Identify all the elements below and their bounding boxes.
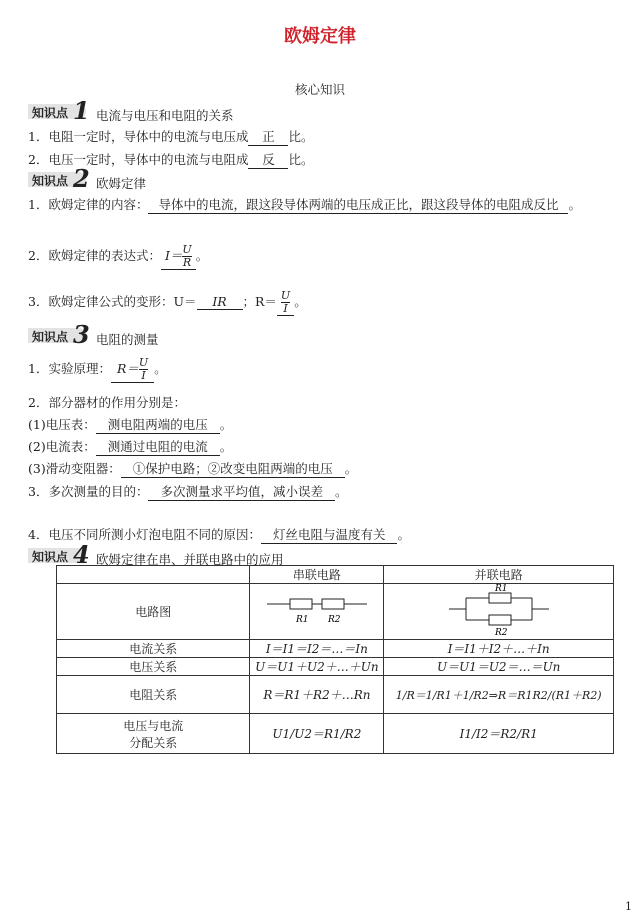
resistor-label: R1 xyxy=(494,584,508,594)
s3-line3: (1)电压表： 测电阻两端的电压 。 xyxy=(28,417,233,432)
s3-line5: (3)滑动变阻器： ①保护电路；②改变电阻两端的电压 。 xyxy=(28,461,358,476)
s3-line6: 3．多次测量的目的： 多次测量求平均值，减小误差 。 xyxy=(28,484,348,499)
answer-blank: 测电阻两端的电压 xyxy=(96,415,220,434)
parallel-circuit-diagram xyxy=(384,584,614,640)
circuit-comparison-table xyxy=(56,565,614,754)
answer-blank: 多次测量求平均值，减小误差 xyxy=(148,482,335,501)
page-subtitle: 核心知识 xyxy=(294,82,345,97)
section-tag: 知识点 3 xyxy=(28,326,92,344)
s3-line7: 4．电压不同所测小灯泡电阻不同的原因： 灯丝电阻与温度有关 。 xyxy=(28,527,410,542)
series-resistance: R＝R1＋R2＋…Rn xyxy=(250,676,384,714)
section-tag: 知识点 4 xyxy=(28,546,92,564)
s2-line1: 1．欧姆定律的内容： 导体中的电流，跟这段导体两端的电压成正比，跟这段导体的电阻成反比 。 xyxy=(28,197,581,212)
answer-blank: ①保护电路；②改变电阻两端的电压 xyxy=(121,459,345,478)
s2-line2: 2．欧姆定律的表达式： I＝ $\frac{U}{R}$ 。 xyxy=(28,243,209,269)
s3-line4: (2)电流表： 测通过电阻的电流 。 xyxy=(28,439,233,454)
parallel-resistance: 1/R＝1/R1＋1/R2⇒R＝R1R2/(R1＋R2) xyxy=(384,676,614,714)
answer-blank: 灯丝电阻与温度有关 xyxy=(261,525,398,544)
section-2-header xyxy=(28,164,146,193)
s1-line2: 2．电压一定时，导体中的电流与电阻成 反 比。 xyxy=(28,152,314,167)
section-heading: 欧姆定律在串、并联电路中的应用 xyxy=(95,552,284,567)
row-label-current: 电流关系 xyxy=(57,640,250,658)
resistor-label: R2 xyxy=(494,628,508,636)
section-3-header xyxy=(28,320,159,349)
s2-line3: 3．欧姆定律公式的变形：U＝ IR ；R＝ $\frac{U}{I}$ 。 xyxy=(28,289,307,315)
series-voltage: U＝U1＋U2＋…＋Un xyxy=(250,658,384,676)
row-label-resistance: 电阻关系 xyxy=(57,676,250,714)
series-circuit-diagram xyxy=(250,584,384,640)
section-heading: 欧姆定律 xyxy=(95,176,146,191)
section-heading: 电流与电压和电阻的关系 xyxy=(95,108,234,123)
row-label-circuit: 电路图 xyxy=(57,584,250,640)
answer-blank: 反 xyxy=(248,150,288,169)
table-header-empty xyxy=(57,566,250,584)
resistor-label: R1 xyxy=(295,615,309,625)
page-number: 1 xyxy=(625,900,632,913)
resistor-label: R2 xyxy=(327,615,341,625)
section-tag: 知识点 1 xyxy=(28,102,92,120)
section-1-header xyxy=(28,96,234,125)
parallel-current: I＝I1＋I2＋…＋In xyxy=(384,640,614,658)
series-distribution: U1/U2＝R1/R2 xyxy=(250,714,384,754)
table-header-series: 串联电路 xyxy=(250,566,384,584)
answer-blank: 导体中的电流，跟这段导体两端的电压成正比，跟这段导体的电阻成反比 xyxy=(148,195,568,214)
answer-blank: 测通过电阻的电流 xyxy=(96,437,220,456)
parallel-distribution: I1/I2＝R2/R1 xyxy=(384,714,614,754)
section-tag: 知识点 2 xyxy=(28,170,92,188)
s3-line1: 1．实验原理： R＝ $\frac{U}{I}$ 。 xyxy=(28,356,167,382)
row-label-voltage: 电压关系 xyxy=(57,658,250,676)
section-heading: 电阻的测量 xyxy=(95,332,159,347)
parallel-voltage: U＝U1＝U2＝…＝Un xyxy=(384,658,614,676)
s1-line1: 1．电阻一定时，导体中的电流与电压成 正 比。 xyxy=(28,129,314,144)
row-label-distribution: 电压与电流 分配关系 xyxy=(57,714,250,754)
answer-blank: 正 xyxy=(248,127,288,146)
series-current: I＝I1＝I2＝…＝In xyxy=(250,640,384,658)
table-header-parallel: 并联电路 xyxy=(384,566,614,584)
page-title: 欧姆定律 xyxy=(284,26,356,47)
s3-line2: 2．部分器材的作用分别是： xyxy=(28,395,186,410)
